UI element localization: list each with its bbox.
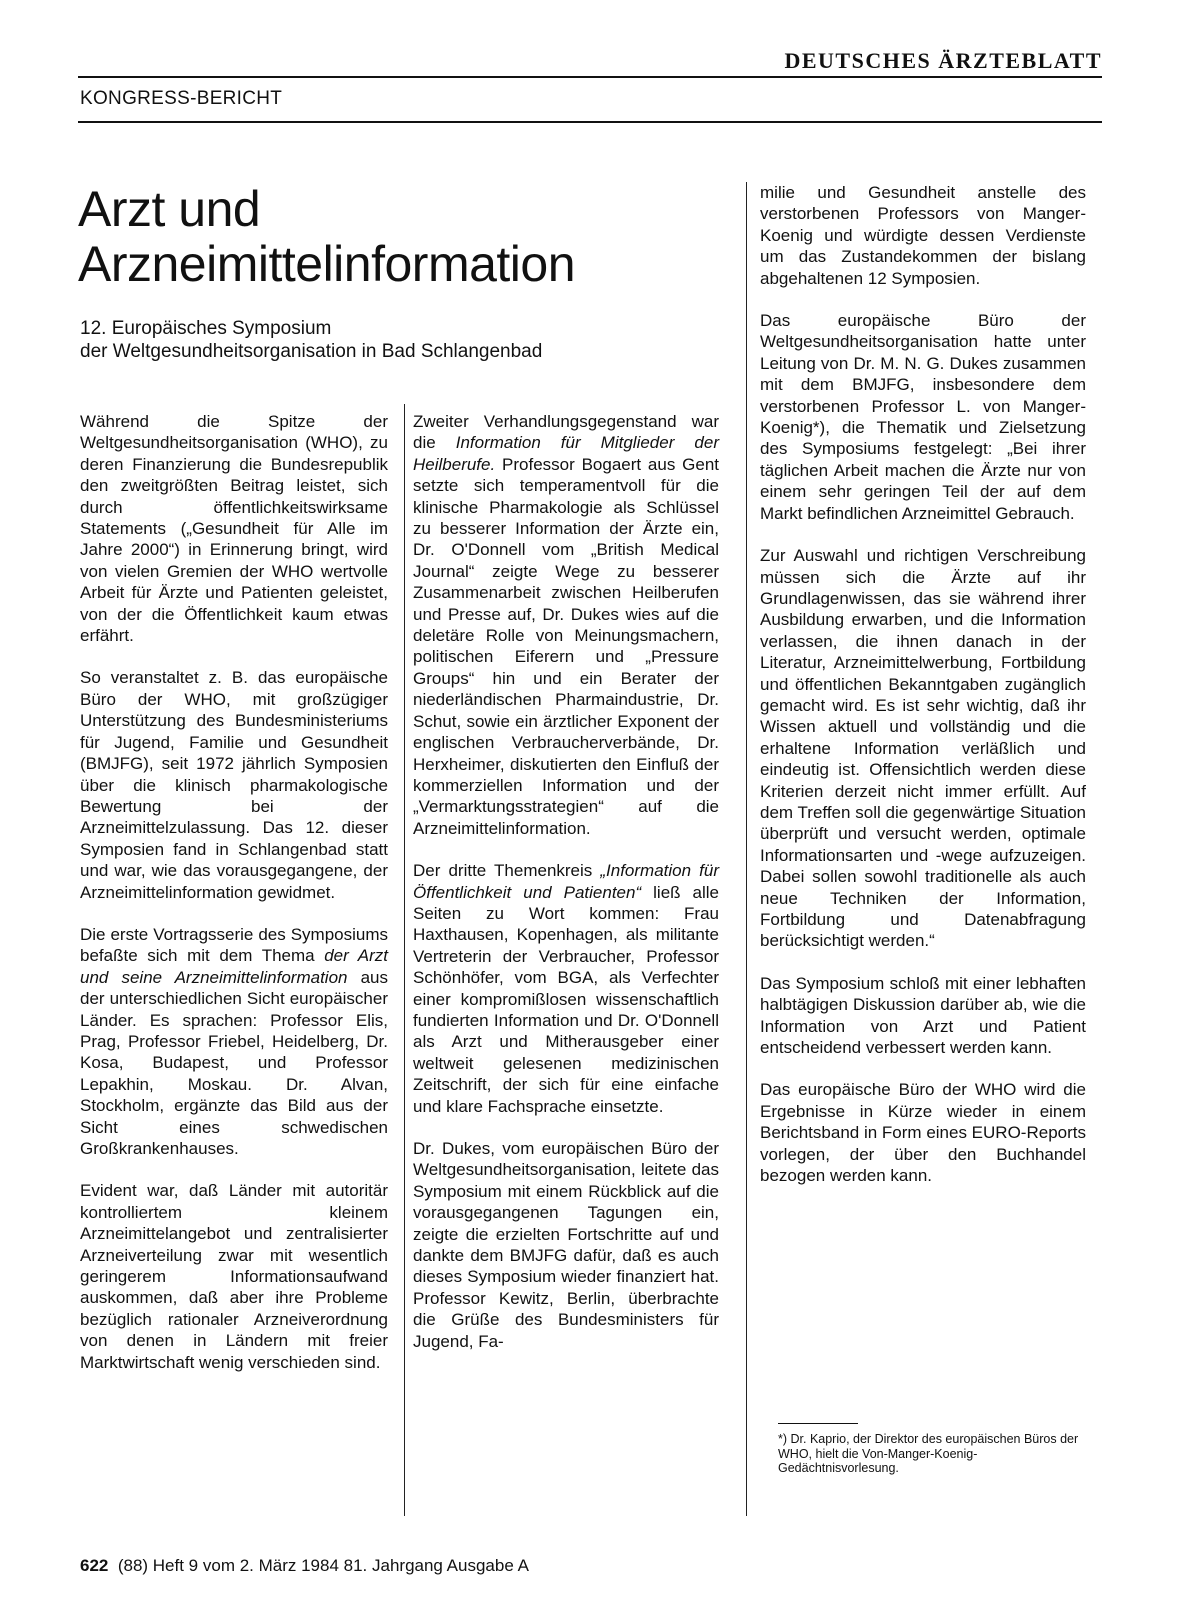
column-3: [760, 182, 1086, 1207]
paragraph: Evident war, daß Länder mit autoritär kontrolliertem kleinem Arzneimittelangebot und zentralisierter Arzneiverteilung zwar mit wesentlich geringerem Informationsaufwand auskommen, daß aber ihre Probleme bezüglich rationaler Arzneiverordnung von denen in Ländern mit freier Marktwirtschaft wenig verschieden sind.: [80, 1181, 388, 1372]
subtitle-line-2: der Weltgesundheitsorganisation in Bad Schlangenbad: [80, 340, 543, 362]
section-label: KONGRESS-BERICHT: [80, 88, 283, 109]
subtitle-line-1: 12. Europäisches Symposium: [80, 318, 332, 339]
article-title: [78, 182, 718, 292]
paragraph: Die erste Vortragsserie des Symposiums befaßte sich mit dem Thema der Arzt und seine Arzneimittelinformation aus der unterschiedlichen Sicht europäischer Länder. Es sprachen: Professor Elis, Prag, Professor Friebel, Heidelberg, Dr. Kosa, Budapest, und Professor Lepakhin, Moskau. Dr. Alvan, Stockholm, ergänzte das Bild aus der Sicht eines schwedischen Großkrankenhauses.: [80, 924, 388, 1158]
emphasis: „Information für Öffentlichkeit und Patienten“: [413, 861, 719, 902]
paragraph: Während die Spitze der Weltgesundheitsorganisation (WHO), zu deren Finanzierung die Bundesrepublik den zweitgrößten Beitrag leistet, sich durch öffentlichkeitswirksame Statements („Gesundheit für Alle im Jahre 2000“) in Erinnerung bringt, wird von vielen Gremien der WHO wertvolle Arbeit für Ärzte und Patienten geleistet, von der die Öffentlichkeit kaum etwas erfährt.: [80, 412, 388, 646]
column-divider: [404, 404, 405, 1516]
page-footer: [80, 1556, 529, 1576]
emphasis: Information für Mitglieder der Heilberufe.: [413, 433, 719, 474]
paragraph: Zur Auswahl und richtigen Verschreibung müssen sich die Ärzte auf ihr Grundlagenwissen, das sie während ihrer Ausbildung erwarben, und die Information verlassen, die ihnen danach in der Literatur, Arzneimittelwerbung, Fortbildung und öffentlichen Bekanntgaben zugänglich gemacht wird. Es ist sehr wichtig, daß ihr Wissen aktuell und vollständig und die erhaltene Information verläßlich und eindeutig ist. Offensichtlich werden diese Kriterien derzeit nicht immer erfüllt. Auf dem Treffen soll die gegenwärtige Situation überprüft und versucht werden, optimale Informationsarten und -wege aufzuzeigen. Dabei sollen sowohl traditionelle als auch neue Techniken der Information, Fortbildung und Datenabfragung berücksichtigt werden.“: [760, 546, 1086, 951]
footnote-rule: [778, 1423, 858, 1424]
paragraph: Der dritte Themenkreis „Information für Öffentlichkeit und Patienten“ ließ alle Seiten zu Wort kommen: Frau Haxthausen, Kopenhagen, als militante Vertreterin der Verbraucher, Professor Schönhöfer, vom BGA, als Verfechter einer kompromißlosen wissenschaftlich fundierten Information und Dr. O'Donnell als Arzt und Mitherausgeber einer weltweit gelesenen medizinischen Zeitschrift, der sich für eine einfache und klare Fachsprache einsetzte.: [413, 861, 719, 1116]
paragraph: Das europäische Büro der WHO wird die Ergebnisse in Kürze wieder in einem Berichtsband in Form eines EURO-Reports vorlegen, der über den Buchhandel bezogen werden kann.: [760, 1080, 1086, 1186]
footnote: *) Dr. Kaprio, der Direktor des europäischen Büros der WHO, hielt die Von-Manger-Koenig-Gedächtnisvorlesung.: [778, 1432, 1079, 1475]
issue-info: (88) Heft 9 vom 2. März 1984 81. Jahrgang Ausgabe A: [117, 1556, 529, 1575]
paragraph: milie und Gesundheit anstelle des verstorbenen Professors von Manger-Koenig und würdigte dessen Verdienste um das Zustandekommen der bislang abgehaltenen 12 Symposien.: [760, 183, 1086, 288]
title-line-1: Arzt und: [78, 181, 261, 237]
paragraph: Das Symposium schloß mit einer lebhaften halbtägigen Diskussion darüber ab, wie die Information von Arzt und Patient entscheidend verbessert werden kann.: [760, 973, 1086, 1058]
paragraph: So veranstaltet z. B. das europäische Büro der WHO, mit großzügiger Unterstützung des Bundesministeriums für Jugend, Familie und Gesundheit (BMJFG), seit 1972 jährlich Symposien über die klinisch pharmakologische Bewertung bei der Arzneimittelzulassung. Das 12. dieser Symposien fand in Schlangenbad statt und war, wie das vorausgegangene, der Arzneimittelinformation gewidmet.: [80, 668, 388, 902]
page-number: 622: [80, 1556, 109, 1575]
article-subtitle: [80, 318, 720, 364]
column-1: [80, 411, 388, 1394]
title-line-2: Arzneimittelinformation: [78, 236, 576, 292]
section-rule: [78, 121, 1102, 123]
paragraph: Dr. Dukes, vom europäischen Büro der Weltgesundheitsorganisation, leitete das Symposium mit einem Rückblick auf die vorausgegangenen Tagungen ein, zeigte die erzielten Fortschritte auf und dankte dem BMJFG dafür, daß es auch dieses Symposium wieder finanziert hat. Professor Kewitz, Berlin, überbrachte die Grüße des Bundesministers für Jugend, Fa-: [413, 1139, 719, 1351]
column-divider: [746, 182, 747, 1516]
masthead: DEUTSCHES ÄRZTEBLATT: [784, 48, 1102, 73]
emphasis: der Arzt und seine Arzneimittelinformation: [80, 946, 388, 987]
paragraph: Zweiter Verhandlungsgegenstand war die Information für Mitglieder der Heilberufe. Professor Bogaert aus Gent setzte sich temperamentvoll für die klinische Pharmakologie als Schlüssel zu besserer Information der Ärzte ein, Dr. O'Donnell vom „British Medical Journal“ zeigte Wege zu besserer Zusammenarbeit zwischen Heilberufen und Presse auf, Dr. Dukes wies auf die deletäre Rolle von Meinungsmachern, politischen Eiferern und „Pressure Groups“ hin und ein Berater der niederländischen Pharmaindustrie, Dr. Schut, sowie ein ärztlicher Exponent der englischen Verbraucherverbände, Dr. Herxheimer, diskutierten den Einfluß der kommerziellen Information und der „Vermarktungsstrategien“ auf die Arzneimittelinformation.: [413, 412, 719, 838]
masthead-rule: [78, 76, 1102, 78]
paragraph: Das europäische Büro der Weltgesundheitsorganisation hatte unter Leitung von Dr. M. N. G. Dukes zusammen mit dem BMJFG, insbesondere dem verstorbenen Professor L. von Manger-Koenig*), die Thematik und Zielsetzung des Symposiums festgelegt: „Bei ihrer täglichen Arbeit machen die Ärzte nur von einem sehr geringen Teil der auf dem Markt befindlichen Arzneimittel Gebrauch.: [760, 311, 1086, 523]
column-2: [413, 411, 719, 1373]
